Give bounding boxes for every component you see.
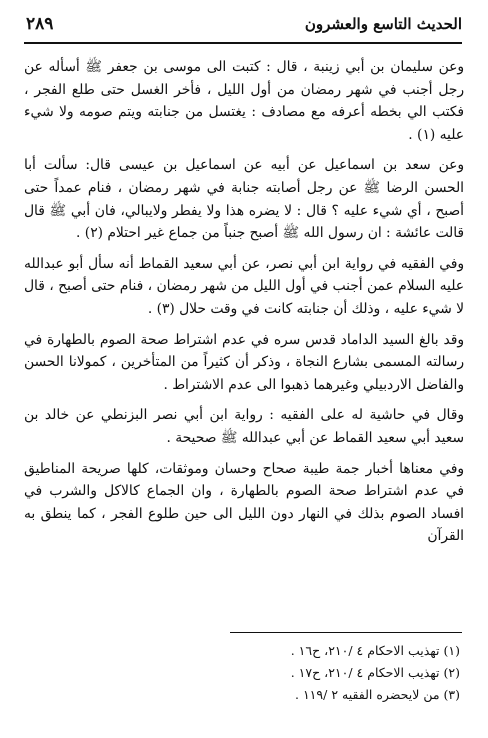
paragraph: وفي الفقيه في رواية ابن أبي نصر، عن أبي سعيد القماط أنه سأل أبو عبدالله عليه السلام عمن أجنب في أول الليل من شهر رمضان ، فنام حتى أصبح ، قال لا شيء عليه ، وذلك أن جنابته كانت في وقت حلال (٣) . bbox=[24, 255, 464, 317]
footnote-rule bbox=[230, 632, 462, 633]
page-header bbox=[26, 10, 462, 38]
paragraph: وقد بالغ السيد الداماد قدس سره في عدم اشتراط صحة الصوم بالطهارة في رسالته المسمى بشارع النجاة ، وذكر أن كثيراً من المتأخرين ، كمولانا الحسن والفاضل الاردبيلي وغيرهما ذهبوا الى عدم الاشتراط . bbox=[24, 331, 464, 393]
main-text bbox=[24, 56, 464, 554]
page-number: ٢٨٩ bbox=[26, 14, 54, 34]
header-rule bbox=[24, 42, 462, 44]
chapter-title: الحديث التاسع والعشرون bbox=[304, 15, 462, 33]
paragraph: وقال في حاشية له على الفقيه : رواية ابن أبي نصر البزنطي عن خالد بن سعيد أبي سعيد القماط عن أبي عبدالله ﷺ صحيحة . bbox=[24, 407, 464, 446]
footnote: (١) تهذيب الاحكام ٤ /٢١٠، ح١٦ . bbox=[290, 643, 460, 658]
footnotes bbox=[24, 640, 460, 706]
paragraph: وعن سليمان بن أبي زينبة ، قال : كتبت الى موسى بن جعفر ﷺ أسأله عن رجل أجنب في شهر رمضان من أول الليل ، فأخر الغسل حتى طلع الفجر ، فكتب الي بخطه أعرفه مع مصادف : يغتسل من جنابته ويتم صومه ولا شيء عليه (١) . bbox=[24, 59, 464, 143]
footnote: (٣) من لايحضره الفقيه ٢ /١١٩ . bbox=[295, 687, 460, 702]
paragraph: وفي معناها أخبار جمة طيبة صحاح وحسان وموثقات، كلها صريحة المناطيق في عدم اشتراط صحة الصوم بالطهارة ، وان الجماع كالاكل والشرب في افساد الصوم بذلك في النهار دون الليل الى حين طلوع الفجر ، كما ينطق به القرآن bbox=[24, 460, 464, 545]
footnote: (٢) تهذيب الاحكام ٤ /٢١٠، ح١٧ . bbox=[290, 665, 460, 680]
paragraph: وعن سعد بن اسماعيل عن أبيه عن اسماعيل بن عيسى قال: سألت أبا الحسن الرضا ﷺ عن رجل أصابته جنابة في شهر رمضان ، فنام عمداً حتى أصبح ، أي شيء عليه ؟ قال : لا يضره هذا ولا يفطر ولايبالي، فان أبي ﷺ قال قالت عائشة : ان رسول الله ﷺ أصبح جنباً من جماع غير احتلام (٢) . bbox=[24, 157, 464, 242]
